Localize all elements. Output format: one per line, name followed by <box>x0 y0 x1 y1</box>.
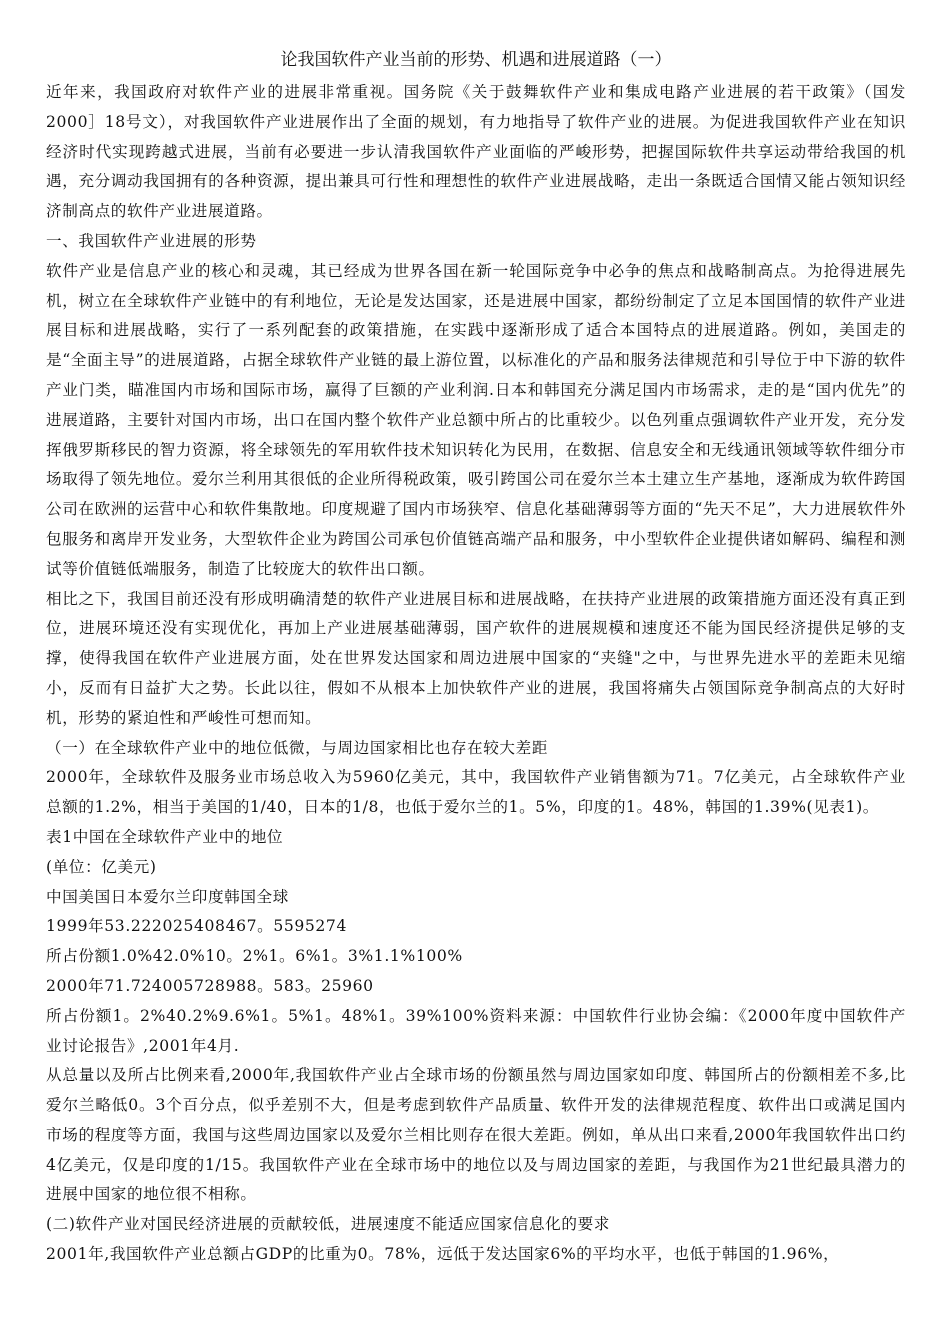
table-caption: 表1中国在全球软件产业中的地位 <box>46 827 284 846</box>
body-paragraph-gap: 从总量以及所占比例来看,2000年,我国软件产业占全球市场的份额虽然与周边国家如印度、韩国所占的份额相差不多,比爱尔兰略低0。3个百分点，似乎差别不大，但是考虑到软件产品质量、软件开发的法律规范程度、软件出口或满足国内市场的程度等方面，我国与这些周边国家以及爱尔兰相比则存在很大差距。例如，单从出口来看,2000年我国软件出口约4亿美元，仅是印度的1/15。我国软件产业在全球市场中的地位以及与周边国家的差距，与我国作为21世纪最具潜力的进展中国家的地位很不相称。 <box>46 1066 907 1204</box>
table-unit: (单位：亿美元) <box>46 857 157 876</box>
table-row-2000: 2000年71.724005728988。583。25960 <box>46 976 374 995</box>
body-paragraph-comparison: 相比之下，我国目前还没有形成明确清楚的软件产业进展目标和进展战略，在扶持产业进展的政策措施方面还没有真正到位，进展环境还没有实现优化，再加上产业进展基础薄弱，国产软件的进展规模和速度还不能为国民经济提供足够的支撑，使得我国在软件产业进展方面，处在世界发达国家和周边进展中国家的“夹缝"之中，与世界先进水平的差距未见缩小，反而有日益扩大之势。长此以往，假如不从根本上加快软件产业的进展，我国将痛失占领国际竞争制高点的大好时机，形势的紧迫性和严峻性可想而知。 <box>46 589 906 727</box>
body-paragraph-market-2000: 2000年，全球软件及服务业市场总收入为5960亿美元，其中，我国软件产业销售额为71。7亿美元，占全球软件产业总额的1.2%，相当于美国的1/40，日本的1/8，也低于爱尔兰的1。5%，印度的1。48%，韩国的1.39%(见表1)。 <box>46 768 906 817</box>
table-header-row: 中国美国日本爱尔兰印度韩国全球 <box>46 887 289 906</box>
intro-paragraph: 近年来，我国政府对软件产业的进展非常重视。国务院《关于鼓舞软件产业和集成电路产业进展的若干政策》（国发2000］18号文），对我国软件产业进展作出了全面的规划，有力地指导了软件产业的进展。为促进我国软件产业在知识经济时代实现跨越式进展，当前有必要进一步认清我国软件产业面临的严峻形势，把握国际软件共享运动带给我国的机遇，充分调动我国拥有的各种资源，提出兼具可行性和理想性的软件产业进展战略，走出一条既适合国情又能占领知识经济制高点的软件产业进展道路。 <box>46 83 906 221</box>
document-title: 论我国软件产业当前的形势、机遇和进展道路（一） <box>280 50 672 70</box>
table-row-1999-share: 所占份额1.0%42.0%10。2%1。6%1。3%1.1%100% <box>46 947 463 966</box>
body-paragraph-gdp: 2001年,我国软件产业总额占GDP的比重为0。78%，远低于发达国家6%的平均水平，也低于韩国的1.96%， <box>46 1245 840 1264</box>
table-row-1999: 1999年53.222025408467。5595274 <box>46 917 347 936</box>
subsection-heading-2: (二)软件产业对国民经济进展的贡献较低，进展速度不能适应国家信息化的要求 <box>46 1215 610 1234</box>
document-page <box>46 46 906 1270</box>
section-heading-situation: 一、我国软件产业进展的形势 <box>46 231 257 250</box>
body-paragraph-countries: 软件产业是信息产业的核心和灵魂，其已经成为世界各国在新一轮国际竞争中必争的焦点和战略制高点。为抢得进展先机，树立在全球软件产业链中的有利地位，无论是发达国家，还是进展中国家，都纷纷制定了立足本国国情的软件产业进展目标和进展战略，实行了一系列配套的政策措施，在实践中逐渐形成了适合本国特点的进展道路。例如，美国走的是“全面主导”的进展道路，占据全球软件产业链的最上游位置，以标准化的产品和服务法律规范和引导位于中下游的软件产业门类，瞄准国内市场和国际市场，赢得了巨额的产业利润.日本和韩国充分满足国内市场需求，走的是“国内优先”的进展道路，主要针对国内市场，出口在国内整个软件产业总额中所占的比重较少。以色列重点强调软件产业开发，充分发挥俄罗斯移民的智力资源，将全球领先的军用软件技术知识转化为民用，在数据、信息安全和无线通讯领域等软件细分市场取得了领先地位。爱尔兰利用其很低的企业所得税政策，吸引跨国公司在爱尔兰本土建立生产基地，逐渐成为软件跨国公司在欧洲的运营中心和软件集散地。印度规避了国内市场狭窄、信息化基础薄弱等方面的“先天不足”，大力进展软件外包服务和离岸开发业务，大型软件企业为跨国公司承包价值链高端产品和服务，中小型软件企业提供诸如解码、编程和测试等价值链低端服务，制造了比较庞大的软件出口额。 <box>46 261 906 578</box>
table-row-2000-share-source: 所占份额1。2%40.2%9.6%1。5%1。48%1。39%100%资料来源：中国软件行业协会编：《2000年度中国软件产业讨论报告》,2001年4月. <box>46 1006 906 1055</box>
subsection-heading-1: （一）在全球软件产业中的地位低微，与周边国家相比也存在较大差距 <box>46 738 549 757</box>
